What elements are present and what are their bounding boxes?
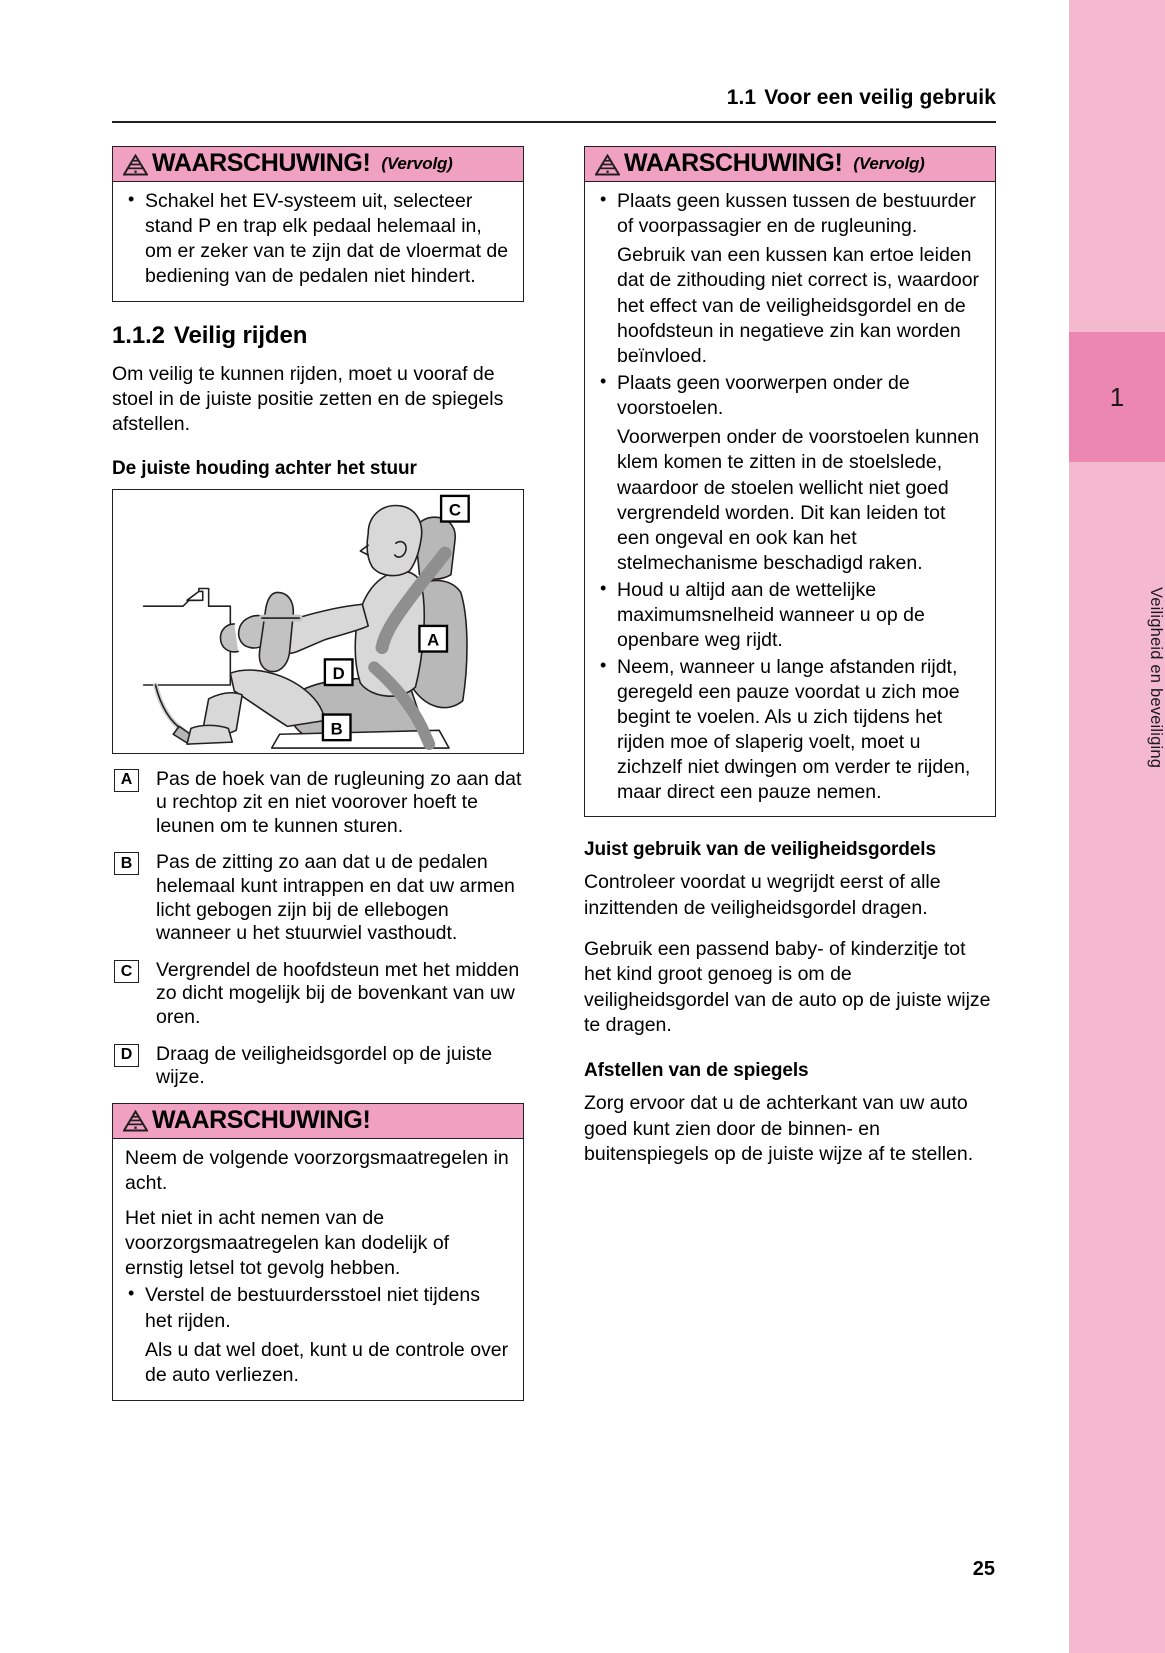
letter-item-text: Vergrendel de hoofdsteun met het midden zo dicht mogelijk bij de bovenkant van uw oren. <box>156 958 520 1028</box>
warning-bullet-text: Neem, wanneer u lange afstanden rijdt, geregeld een pauze voordat u zich moe begint te voelen. Als u zich tijdens het rijden moe of slaperig voelt, moet u zichzelf niet dwingen om verder te rijden, maar direct een pauze nemen. <box>617 655 971 804</box>
warning-body <box>113 1139 523 1400</box>
warning-bullet-text: Plaats geen voorwerpen onder de voorstoelen. <box>617 371 910 420</box>
chapter-number-badge <box>1069 332 1165 462</box>
warning-bullet-subtext: Voorwerpen onder de voorstoelen kunnen klem komen te zitten in de stoelslede, waardoor de stoelen wellicht niet goed vergrendeld worden. Dit kan leiden tot een ongeval en ook kan het stelmechanisme beschadigd raken. <box>617 426 980 574</box>
svg-text:D: D <box>332 663 345 683</box>
letter-item-text: Pas de hoek van de rugleuning zo aan dat u rechtop zit en niet voorover hoeft te leunen om te kunnen sturen. <box>156 767 522 837</box>
warning-title: WAARSCHUWING! <box>152 149 371 177</box>
warning-bullet-list <box>597 578 983 805</box>
warning-bullet-subtext: Gebruik van een kussen kan ertoe leiden dat de zithouding niet correct is, waardoor het effect van de veiligheidsgordel en de hoofdsteun in negatieve zin kan worden beïnvloed. <box>617 244 980 367</box>
left-column <box>112 146 524 1401</box>
belts-heading: Juist gebruik van de veiligheidsgordels <box>584 839 936 861</box>
warning-bullet-list <box>125 1283 511 1333</box>
mirrors-paragraph: Zorg ervoor dat u de achterkant van uw auto goed kunt zien door de binnen- en buitenspiegels op de juiste wijze af te stellen. <box>584 1092 974 1166</box>
warning-bullet-list <box>125 189 511 290</box>
warning-bullet-item <box>597 578 983 653</box>
warning-box-continued-left <box>112 146 524 302</box>
right-column <box>584 146 996 1183</box>
warning-bullet-item <box>597 655 983 806</box>
warning-bullet-list <box>597 371 983 421</box>
svg-text:C: C <box>448 500 461 520</box>
belts-paragraph: Controleer voordat u wegrijdt eerst of alle inzittenden de veiligheidsgordel dragen. <box>584 871 941 919</box>
svg-text:A: A <box>427 630 440 650</box>
header-title: Voor een veilig gebruik <box>764 86 996 109</box>
warning-paragraph: Het niet in acht nemen van de voorzorgsmaatregelen kan dodelijk of ernstig letsel tot gevolg hebben. <box>125 1207 450 1280</box>
list-item <box>112 768 524 839</box>
section-heading-title: Veilig rijden <box>173 321 308 349</box>
warning-header <box>113 147 523 182</box>
letter-badge-c: C <box>114 960 139 983</box>
section-heading <box>112 322 524 350</box>
list-item <box>112 959 524 1030</box>
warning-triangle-icon <box>595 154 620 176</box>
list-item <box>112 851 524 945</box>
header-section-number: 1.1 <box>726 86 757 109</box>
running-header <box>112 86 996 110</box>
warning-body <box>113 182 523 301</box>
warning-bullet-text: Houd u altijd aan de wettelijke maximumsnelheid wanneer u op de openbare weg rijdt. <box>617 579 925 652</box>
page-number: 25 <box>972 1558 995 1580</box>
warning-paragraph: Neem de volgende voorzorgsmaatregelen in acht. <box>125 1146 509 1194</box>
letter-badge-a: A <box>114 769 139 792</box>
warning-bullet-item <box>597 371 983 421</box>
warning-bullet-item: • Schakel het EV-systeem uit, selecteer stand P en trap elk pedaal helemaal in, om er zeker van te zijn dat de vloermat de bediening van de pedalen niet hindert. <box>125 189 511 290</box>
warning-bullet-item <box>597 189 983 239</box>
warning-header <box>113 1104 523 1139</box>
svg-text:B: B <box>330 718 343 738</box>
letter-badge-d: D <box>114 1044 139 1067</box>
mirrors-heading: Afstellen van de spiegels <box>584 1060 809 1082</box>
warning-box-continued-right <box>584 146 996 817</box>
warning-bullet-subtext: Als u dat wel doet, kunt u de controle over de auto verliezen. <box>145 1338 509 1386</box>
letter-item-text: Pas de zitting zo aan dat u de pedalen helemaal kunt intrappen en dat uw armen licht gebogen zijn bij de ellebogen wanneer u het stuurwiel vasthoudt. <box>156 851 515 945</box>
warning-triangle-icon <box>123 154 148 176</box>
warning-title: WAARSCHUWING! <box>624 149 843 177</box>
belts-paragraph: Gebruik een passend baby- of kinderzitje tot het kind groot genoeg is om de veiligheidsgordel van de auto op de juiste wijze te dragen. <box>584 938 991 1037</box>
warning-triangle-icon <box>123 1110 148 1132</box>
letter-item-text: Draag de veiligheidsgordel op de juiste wijze. <box>156 1042 493 1089</box>
warning-body <box>585 182 995 816</box>
section-intro-text: Om veilig te kunnen rijden, moet u vooraf de stoel in de juiste positie zetten en de spiegels afstellen. <box>112 362 504 436</box>
list-item <box>112 1043 524 1090</box>
chapter-number: 1 <box>1109 381 1125 412</box>
driving-posture-illustration <box>112 489 524 754</box>
chapter-thumb-tab <box>1069 0 1165 1653</box>
warning-bullet-item <box>125 1283 511 1333</box>
section-heading-number: 1.1.2 <box>112 321 165 349</box>
warning-bullet-text: Plaats geen kussen tussen de bestuurder of voorpassagier en de rugleuning. <box>617 190 976 238</box>
warning-header <box>585 147 995 182</box>
header-divider <box>112 121 996 123</box>
warning-bullet-text: Verstel de bestuurdersstoel niet tijdens het rijden. <box>145 1284 480 1332</box>
warning-box-left-bottom <box>112 1103 524 1401</box>
warning-title: WAARSCHUWING! <box>152 1105 371 1134</box>
posture-letter-list <box>112 768 524 1090</box>
warning-continued-label: (Vervolg) <box>853 153 925 173</box>
chapter-title-vertical: Veiligheid en beveiliging <box>1147 587 1165 769</box>
letter-badge-b: B <box>114 852 139 875</box>
posture-sub-heading: De juiste houding achter het stuur <box>112 457 417 479</box>
warning-bullet-list <box>597 189 983 239</box>
warning-continued-label: (Vervolg) <box>381 153 453 173</box>
